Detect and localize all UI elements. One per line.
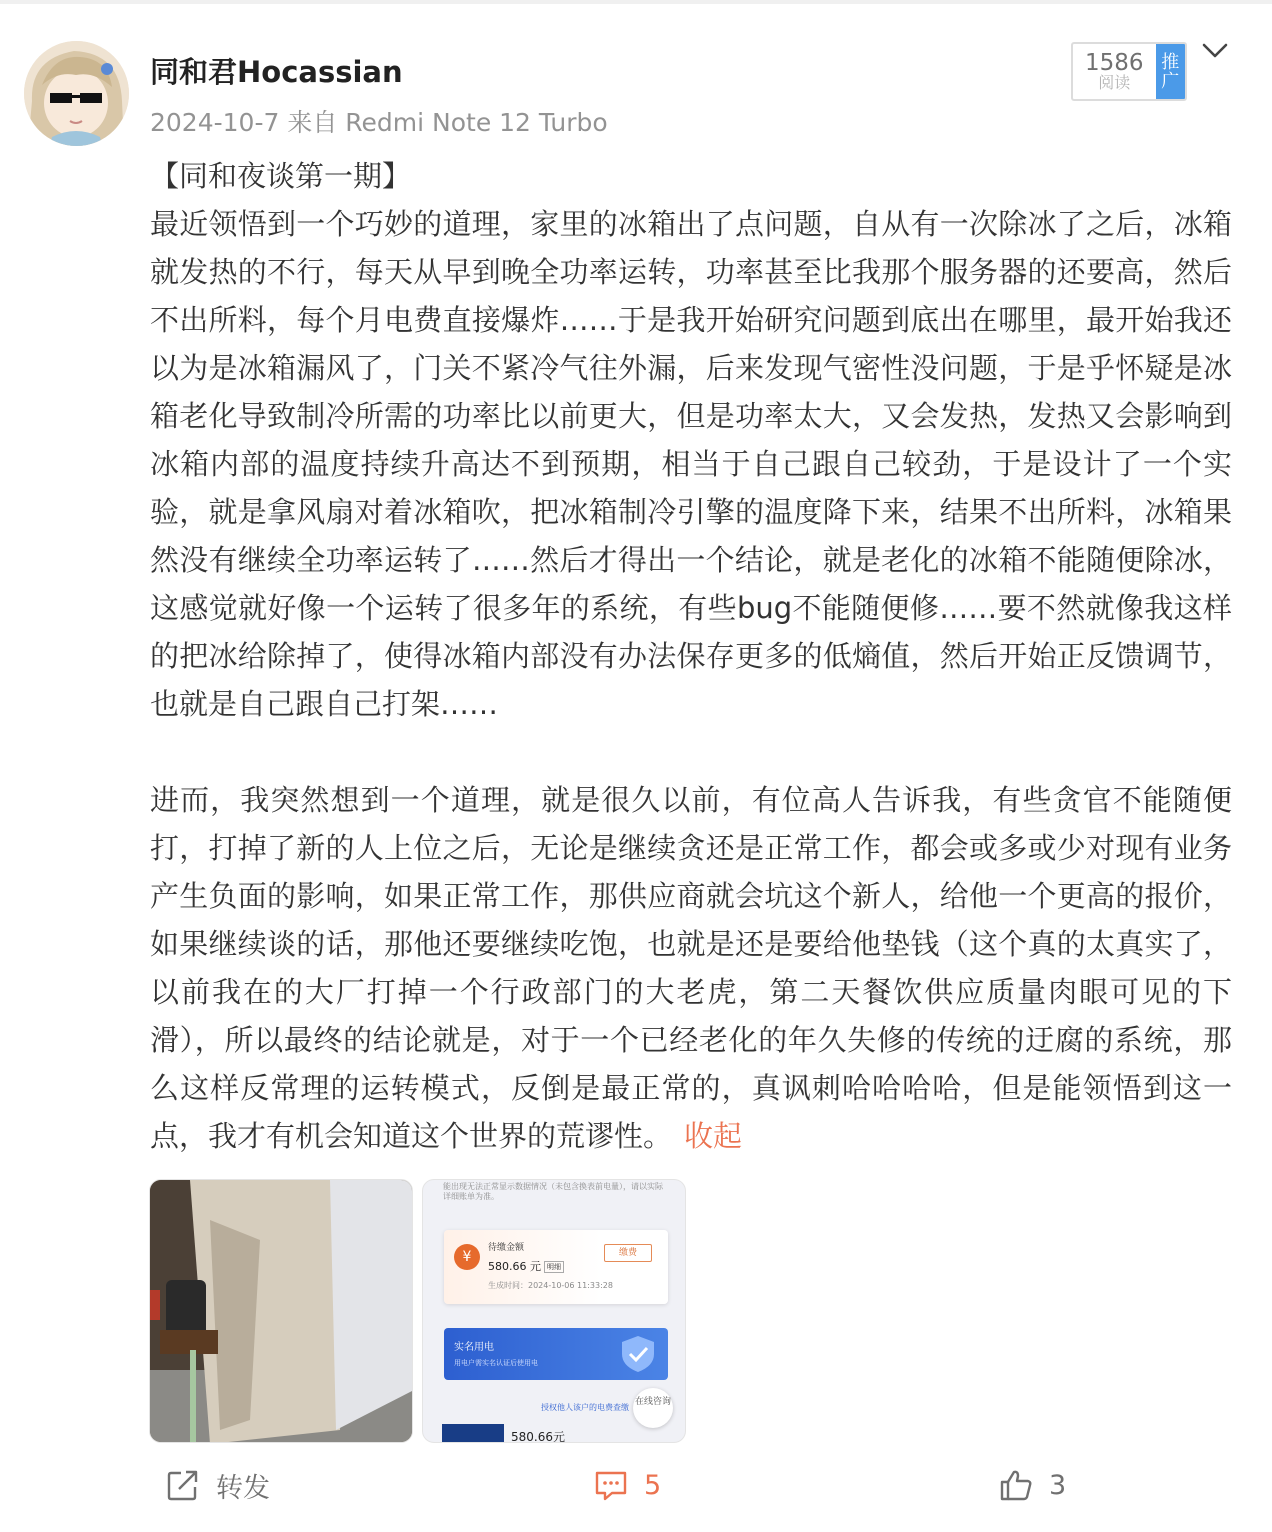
bill-bottom-block bbox=[442, 1424, 504, 1443]
shield-icon bbox=[616, 1332, 660, 1376]
action-bar bbox=[0, 1454, 1272, 1516]
bill-label: 待缴金额 bbox=[488, 1243, 525, 1253]
read-count-label: 阅读 bbox=[1098, 73, 1131, 93]
repost-icon bbox=[166, 1468, 200, 1502]
avatar-image bbox=[24, 41, 129, 146]
real-name-title: 实名用电 bbox=[454, 1342, 494, 1353]
bill-pay: 缴费 bbox=[604, 1244, 652, 1262]
post-paragraph-2 bbox=[150, 776, 1232, 1160]
collapse-link[interactable]: 收起 bbox=[684, 1119, 743, 1153]
like-icon bbox=[999, 1468, 1033, 1502]
post-paragraph-2-text: 进而，我突然想到一个道理，就是很久以前，有位高人告诉我，有些贪官不能随便打，打掉了新的人上位之后，无论是继续贪还是正常工作，都会或多或少对现有业务产生负面的影响，如果正常工作，那供应商就会坑这个新人，给他一个更高的报价，如果继续谈的话，那他还要继续吃饱，也就是还是要给他垫钱（这个真的太真实了，以前我在的大厂打掉一个行政部门的大老虎，第二天餐饮供应质量肉眼可见的下滑），所以最终的结论就是，对于一个已经老化的年久失修的传统的迂腐的系统，那么这样反常理的运转模式，反倒是最正常的，真讽刺哈哈哈哈，但是能领悟到这一点，我才有机会知道这个世界的荒谬性。 bbox=[150, 783, 1232, 1153]
bill-amount bbox=[488, 1258, 564, 1274]
bill-detail: 明细 bbox=[544, 1261, 564, 1273]
fridge-photo bbox=[150, 1180, 413, 1443]
bill-consult: 在线咨询 bbox=[633, 1388, 673, 1428]
comment-button[interactable] bbox=[594, 1454, 661, 1516]
post-image-bill[interactable] bbox=[422, 1179, 686, 1443]
post-meta: 2024-10-7 来自 Redmi Note 12 Turbo bbox=[150, 108, 608, 137]
bill-bottom-amount: 580.66元 bbox=[511, 1430, 565, 1443]
bill-top-text-2: 详细账单为准。 bbox=[443, 1192, 499, 1201]
post-image-fridge[interactable] bbox=[149, 1179, 413, 1443]
read-count-badge[interactable] bbox=[1071, 42, 1187, 101]
author-name[interactable]: 同和君Hocassian bbox=[150, 55, 403, 89]
read-count-number: 1586 bbox=[1084, 50, 1144, 77]
read-count bbox=[1073, 44, 1156, 99]
real-name-subtitle: 用电户需实名认证后使用电 bbox=[454, 1359, 538, 1367]
like-button[interactable] bbox=[999, 1454, 1066, 1516]
bill-auth-link: 授权他人该户的电费查缴 bbox=[541, 1403, 629, 1412]
bill-time: 生成时间：2024-10-06 11:33:28 bbox=[488, 1281, 613, 1290]
chevron-down-icon[interactable] bbox=[1200, 36, 1230, 66]
like-count: 3 bbox=[1049, 1469, 1067, 1501]
promote-button[interactable]: 推广 bbox=[1156, 44, 1185, 99]
post-title: 【同和夜谈第一期】 bbox=[150, 159, 412, 193]
post-paragraph-1: 最近领悟到一个巧妙的道理，家里的冰箱出了点问题，自从有一次除冰了之后，冰箱就发热的不行，每天从早到晚全功率运转，功率甚至比我那个服务器的还要高，然后不出所料，每个月电费直接爆炸……于是我开始研究问题到底出在哪里，最开始我还以为是冰箱漏风了，门关不紧冷气往外漏，后来发现气密性没问题，于是乎怀疑是冰箱老化导致制冷所需的功率比以前更大，但是功率太大，又会发热，发热又会影响到冰箱内部的温度持续升高达不到预期，相当于自己跟自己较劲，于是设计了一个实验，就是拿风扇对着冰箱吹，把冰箱制冷引擎的温度降下来，结果不出所料，冰箱果然没有继续全功率运转了……然后才得出一个结论，就是老化的冰箱不能随便除冰，这感觉就好像一个运转了很多年的系统，有些bug不能随便修……要不然就像我这样的把冰给除掉了，使得冰箱内部没有办法保存更多的低熵值，然后开始正反馈调节，也就是自己跟自己打架…… bbox=[150, 207, 1232, 721]
avatar[interactable] bbox=[24, 41, 129, 146]
repost-button[interactable] bbox=[166, 1454, 270, 1516]
comment-count: 5 bbox=[644, 1469, 662, 1501]
repost-label: 转发 bbox=[216, 1472, 270, 1504]
bill-card bbox=[444, 1230, 668, 1304]
yen-icon: ¥ bbox=[454, 1244, 480, 1270]
bill-top-text-1: 能出现无法正常显示数据情况（未包含换表前电量），请以实际 bbox=[443, 1182, 663, 1191]
bill-amount-value: 580.66 元 bbox=[488, 1260, 541, 1273]
comment-icon bbox=[594, 1468, 628, 1502]
bill-top-text bbox=[443, 1182, 673, 1202]
real-name-card bbox=[444, 1328, 668, 1380]
post-text bbox=[150, 152, 1232, 1160]
